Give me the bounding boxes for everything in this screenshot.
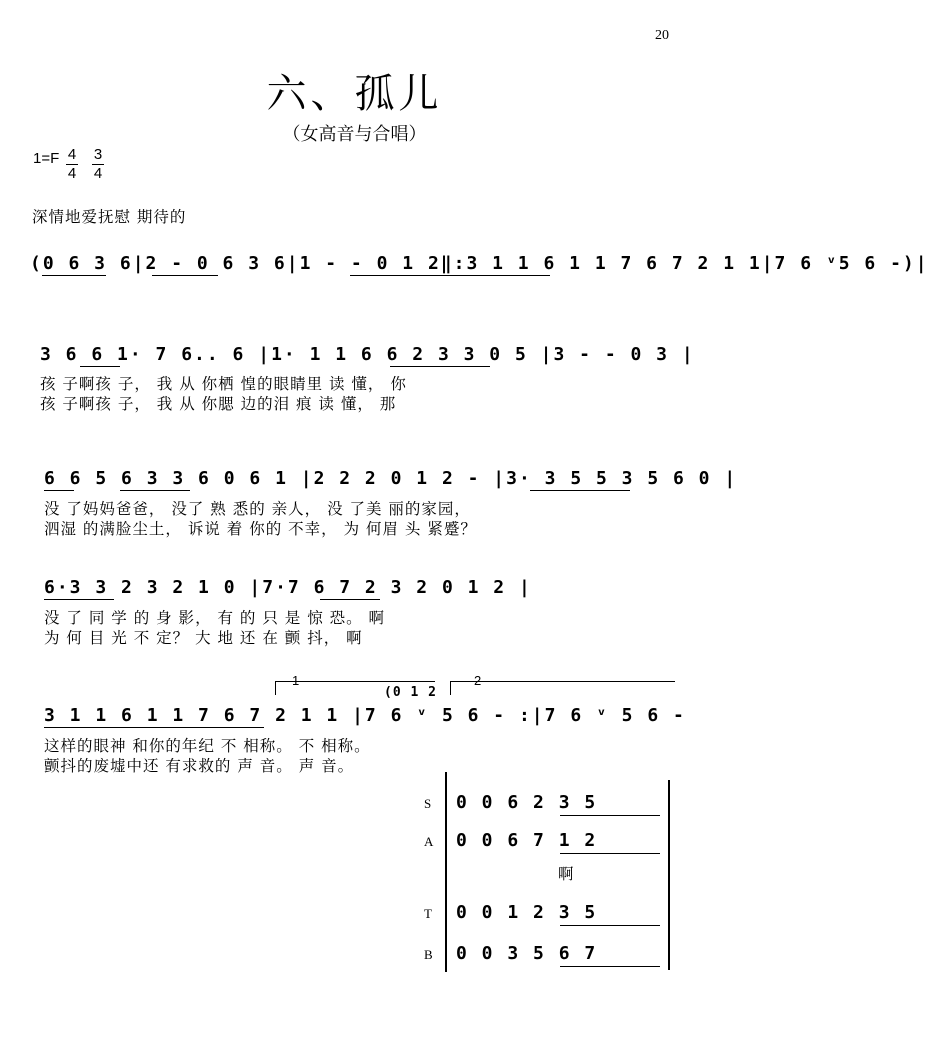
volta-2-hook	[450, 681, 451, 695]
system-1-notes: (0 6 3 6|2 - 0 6 3 6|1 - - 0 1 2‖:3 1 1 6 1 1 7 6 7 2 1 1|7 6 ᵛ5 6 -)|	[30, 253, 929, 274]
part-label-bass: B	[424, 947, 433, 962]
bass-notes: 0 0 3 5 6 7	[456, 943, 598, 964]
beam-line	[320, 599, 380, 600]
system-4-lyric-verse-2: 为 何 目 光 不 定？ 大 地 还 在 颤 抖， 啊	[44, 629, 363, 647]
system-3-notes: 6 6 5 6 3 3 6 0 6 1 |2 2 2 0 1 2 - |3· 3 5 5 3 5 6 0 |	[44, 468, 738, 489]
part-label-soprano: S	[424, 796, 432, 811]
page-number: 20	[655, 28, 669, 43]
volta-1-hook	[275, 681, 276, 695]
system-5-lyric-verse-2: 颤抖的废墟中还 有求救的 声 音。 声 音。	[44, 757, 355, 775]
beam-line	[560, 966, 660, 967]
beam-line	[152, 275, 218, 276]
system-3-lyric-verse-1: 没 了妈妈爸爸， 没了 熟 悉的 亲人， 没 了美 丽的家园，	[44, 500, 471, 518]
choir-bracket	[445, 772, 447, 972]
soprano-notes: 0 0 6 2 3 5	[456, 792, 598, 813]
key-signature: 1=F	[33, 150, 60, 167]
alto-lyric: 啊	[558, 865, 575, 883]
system-4-lyric-verse-1: 没 了 同 学 的 身 影， 有 的 只 是 惊 恐。 啊	[44, 609, 386, 627]
beam-line	[350, 275, 550, 276]
system-4-notes: 6·3 3 2 3 2 1 0 |7·7 6 7 2 3 2 0 1 2 |	[44, 577, 532, 598]
beam-line	[44, 599, 114, 600]
beam-line	[560, 815, 660, 816]
song-title: 六、孤儿	[266, 71, 443, 117]
system-5-lyric-verse-1: 这样的眼神 和你的年纪 不 相称。 不 相称。	[44, 737, 371, 755]
alto-notes: 0 0 6 7 1 2	[456, 830, 598, 851]
beam-line	[390, 366, 490, 367]
beam-line	[530, 490, 630, 491]
system-2-notes: 3 6 6 1· 7 6.. 6 |1· 1 1 6 6 2 3 3 0 5 |3 - - 0 3 |	[40, 344, 695, 365]
time-signature-4-4: 4 4	[67, 146, 77, 182]
choir-end-barline	[668, 780, 670, 970]
volta-1-label: 1	[292, 673, 300, 688]
time-signature-3-4: 3 4	[93, 146, 103, 182]
beam-line	[560, 853, 660, 854]
beam-line	[42, 275, 106, 276]
volta-2-label: 2	[474, 673, 482, 688]
beam-line	[120, 490, 190, 491]
beam-line	[44, 490, 74, 491]
system-2-lyric-verse-1: 孩 子啊孩 子， 我 从 你栖 惶的眼睛里 读 懂， 你	[40, 375, 407, 393]
tenor-notes: 0 0 1 2 3 5	[456, 902, 598, 923]
beam-line	[560, 925, 660, 926]
beam-line	[44, 727, 264, 728]
system-5-notes: 3 1 1 6 1 1 7 6 7 2 1 1 |7 6 ᵛ 5 6 - :|7 6 ᵛ 5 6 -	[44, 705, 686, 726]
song-subtitle: （女高音与合唱）	[282, 124, 427, 145]
cue-notes: (0 1 2	[384, 685, 437, 700]
part-label-alto: A	[424, 834, 434, 849]
volta-2-bracket	[450, 681, 675, 682]
system-3-lyric-verse-2: 泗湿 的满脸尘土， 诉说 着 你的 不幸， 为 何眉 头 紧蹙？	[44, 520, 477, 538]
system-2-lyric-verse-2: 孩 子啊孩 子， 我 从 你腮 边的泪 痕 读 懂， 那	[40, 395, 397, 413]
beam-line	[80, 366, 120, 367]
tempo-marking: 深情地爱抚慰 期待的	[32, 208, 187, 226]
part-label-tenor: T	[424, 906, 432, 921]
